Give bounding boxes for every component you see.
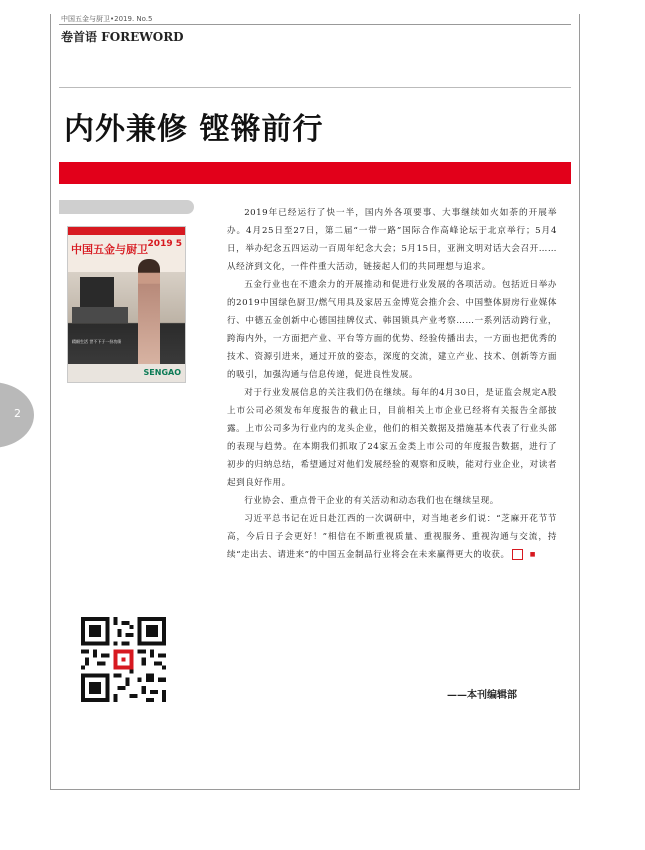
end-mark-icon: ■ bbox=[512, 549, 523, 560]
section-rule bbox=[59, 87, 571, 88]
range-hood bbox=[80, 277, 114, 307]
journal-header: 中国五金与厨卫•2019. No.5 bbox=[61, 15, 153, 23]
article-body bbox=[227, 204, 557, 564]
editor-signature: ——本刊编辑部 bbox=[447, 690, 517, 701]
paragraph-3: 对于行业发展信息的关注我们仍在继续。每年的4月30日，是证监会规定A股上市公司必须发布年度报告的截止日，目前相关上市企业已经将有关报告全部披露。上市公司多为行业内的龙头企业，他们的相关数据及措施基本代表了行业头部的表现与趋势。在本期我们抓取了24家五金类上市公司的年度报告数据，进行了初步的归纳总结，希望通过对他们发展经验的观察和反映，能对行业企业，对读者起到良好作用。 bbox=[227, 388, 557, 488]
stove bbox=[72, 307, 128, 323]
section-label: 卷首语 FOREWORD bbox=[61, 30, 184, 44]
cover-title: 中国五金与厨卫 bbox=[71, 243, 148, 256]
magazine-page bbox=[50, 14, 580, 790]
paragraph-4: 行业协会、重点骨干企业的有关活动和动态我们也在继续呈现。 bbox=[244, 496, 499, 506]
qr-code-icon bbox=[81, 617, 166, 702]
red-banner bbox=[59, 162, 571, 184]
paragraph-1: 2019年已经运行了快一半，国内外各项要事、大事继续如火如荼的开展举办。4月25日至27日，第二届“一带一路”国际合作高峰论坛于北京举行；5月4日，举办纪念五四运动一百周年纪念大会；5月15日，亚洲文明对话大会召开……从经济到文化，一件件重大活动，链接起人们的共同理想与追求。 bbox=[227, 208, 557, 272]
page-title: 内外兼修 铿锵前行 bbox=[64, 112, 324, 147]
paragraph-5-text: 习近平总书记在近日赴江西的一次调研中，对当地老乡们说：“芝麻开花节节高，今后日子会更好！”相信在不断重视质量、重视服务、重视沟通与交流，持续“走出去、请进来”的中国五金制品行业将会在未来赢得更大的收获。 bbox=[227, 514, 557, 560]
cover-top-strip bbox=[68, 227, 185, 235]
gray-tab bbox=[59, 200, 194, 214]
header-rule bbox=[59, 24, 571, 25]
paragraph-2: 五金行业也在不遗余力的开展推动和促进行业发展的各项活动。包括近日举办的2019中国绿色厨卫/燃气用具及家居五金博览会推介会、中国整体厨房行业媒体行、中德五金创新中心德国挂牌仪式、韩国锁具产业考察……一系列活动跨行业，跨海内外，一方面把产业、平台等方面的优势、经验传播出去，一方面也把优秀的技术、资源引进来，通过开放的姿态，深度的交流，建立产业、技术、创新等方面的吸引，加强沟通与信息传递，促进良性发展。 bbox=[227, 280, 557, 380]
model-figure bbox=[138, 259, 160, 369]
cover-issue: 2019 5 bbox=[147, 239, 182, 249]
magazine-cover-image bbox=[67, 226, 186, 383]
page-number: 2 bbox=[14, 407, 21, 420]
cover-caption: 精细生活 世不下于一份功绩 bbox=[72, 339, 122, 344]
paragraph-5 bbox=[227, 510, 557, 564]
cover-brand: SENGAO bbox=[143, 368, 181, 377]
